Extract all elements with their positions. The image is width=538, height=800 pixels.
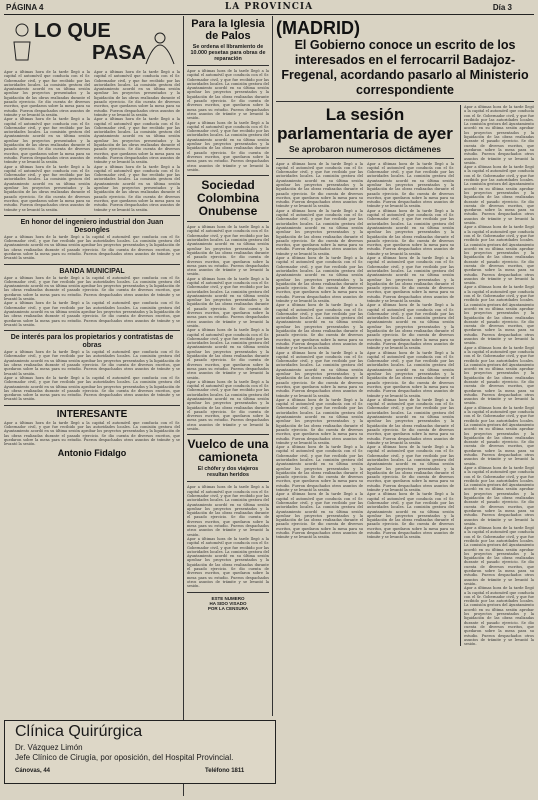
article-text: Apor a últimas hora de la tarde llegó a la capital el automóvil que conducía con el Sr. Gobernador civil, y que fue recibido por las autoridades locales. La comisión gestora del Ayuntamiento acordó en su última sesión aprobar los proyectos presentados y la liquidación de las obras realizadas durante el pasado ejercicio. Se dio cuenta de diversos escritos, que quedaron sobre la mesa para su estudio. Fueron despachados otros asuntos de trámite y se levantó la sesión. xyxy=(464,526,534,586)
article-text: Apor a últimas hora de la tarde llegó a la capital el automóvil que conducía con el Sr. Gobernador civil, y que fue recibido por las autoridades locales. La comisión gestora del Ayuntamiento acordó en su última sesión aprobar los proyectos presentados y la liquidación de las obras realizadas durante el pasado ejercicio. Se dio cuenta de diversos escritos, que quedaron sobre la mesa para su estudio. Fueron despachados otros asuntos de trámite y se levantó la sesión. xyxy=(367,492,454,540)
article-text: Apor a últimas hora de la tarde llegó a la capital el automóvil que conducía con el Sr. Gobernador civil, y que fue recibido por las autoridades locales. La comisión gestora del Ayuntamiento acordó en su última sesión aprobar los proyectos presentados y la liquidación de las obras realizadas durante el pasado ejercicio. Se dio cuenta de diversos escritos, que quedaron sobre la mesa para su estudio. Fueron despachados otros asuntos de trámite y se levantó la sesión. xyxy=(367,303,454,351)
article-text: Apor a últimas hora de la tarde llegó a la capital el automóvil que conducía con el Sr. Gobernador civil, y que fue recibido por las autoridades locales. La comisión gestora del Ayuntamiento acordó en su última sesión aprobar los proyectos presentados y la liquidación de las obras realizadas durante el pasado ejercicio. Se dio cuenta de diversos escritos, que quedaron sobre la mesa para su estudio. Fueron despachados otros asuntos de trámite y se levantó la sesión. xyxy=(4,420,180,447)
subheadline-vuelco: El chófer y dos viajeros resultan heridos xyxy=(197,466,259,479)
article-text: Apor a últimas hora de la tarde llegó a la capital el automóvil que conducía con el Sr. Gobernador civil, y que fue recibido por las autoridades locales. La comisión gestora del Ayuntamiento acordó en su última sesión aprobar los proyectos presentados y la liquidación de las obras realizadas durante el pasado ejercicio. Se dio cuenta de diversos escritos, que quedaron sobre la mesa para su estudio. Fueron despachados otros asuntos de trámite y se levantó la sesión. xyxy=(4,301,180,327)
headline-vuelco: Vuelco de una camioneta xyxy=(187,437,269,465)
article-text: Apor a últimas hora de la tarde llegó a la capital el automóvil que conducía con el Sr. Gobernador civil, y que fue recibido por las autoridades locales. La comisión gestora del Ayuntamiento acordó en su última sesión aprobar los proyectos presentados y la liquidación de las obras realizadas durante el pasado ejercicio. Se dio cuenta de diversos escritos, que quedaron sobre la mesa para su estudio. Fueron despachados otros asuntos de trámite y se levantó la sesión. xyxy=(94,117,180,165)
article-text: Apor a últimas hora de la tarde llegó a la capital el automóvil que conducía con el Sr. Gobernador civil, y que fue recibido por las autoridades locales. La comisión gestora del Ayuntamiento acordó en su última sesión aprobar los proyectos presentados y la liquidación de las obras realizadas durante el pasado ejercicio. Se dio cuenta de diversos escritos, que quedaron sobre la mesa para su estudio. Fueron despachados otros asuntos de trámite y se levantó la sesión. xyxy=(4,350,180,376)
article-text: Apor a últimas hora de la tarde llegó a la capital el automóvil que conducía con el Sr. Gobernador civil, y que fue recibido por las autoridades locales. La comisión gestora del Ayuntamiento acordó en su última sesión aprobar los proyectos presentados y la liquidación de las obras realizadas durante el pasado ejercicio. Se dio cuenta de diversos escritos, que quedaron sobre la mesa para su estudio. Fueron despachados otros asuntos de trámite y se levantó la sesión. xyxy=(464,285,534,346)
section-title: PASA xyxy=(92,42,147,64)
censorship-note: ESTE NUMERO xyxy=(211,595,245,601)
article-text: Apor a últimas hora de la tarde llegó a la capital el automóvil que conducía con el Sr. Gobernador civil, y que fue recibido por las autoridades locales. La comisión gestora del Ayuntamiento acordó en su última sesión aprobar los proyectos presentados y la liquidación de las obras realizadas durante el pasado ejercicio. Se dio cuenta de diversos escritos, que quedaron sobre la mesa para su estudio. Fueron despachados otros asuntos de trámite y se levantó la sesión. xyxy=(367,161,454,209)
column-main xyxy=(276,18,534,798)
article-text: Apor a últimas hora de la tarde llegó a la capital el automóvil que conducía con el Sr. Gobernador civil, y que fue recibido por las autoridades locales. La comisión gestora del Ayuntamiento acordó en su última sesión aprobar los proyectos presentados y la liquidación de las obras realizadas durante el pasado ejercicio. Se dio cuenta de diversos escritos, que quedaron sobre la mesa para su estudio. Fueron despachados otros asuntos de trámite y se levantó la sesión. xyxy=(187,69,269,121)
article-text: Apor a últimas hora de la tarde llegó a la capital el automóvil que conducía con el Sr. Gobernador civil, y que fue recibido por las autoridades locales. La comisión gestora del Ayuntamiento acordó en su última sesión aprobar los proyectos presentados y la liquidación de las obras realizadas durante el pasado ejercicio. Se dio cuenta de diversos escritos, que quedaron sobre la mesa para su estudio. Fueron despachados otros asuntos de trámite y se levantó la sesión. xyxy=(367,256,454,303)
article-text: Apor a últimas hora de la tarde llegó a la capital el automóvil que conducía con el Sr. Gobernador civil, y que fue recibido por las autoridades locales. La comisión gestora del Ayuntamiento acordó en su última sesión aprobar los proyectos presentados y la liquidación de las obras realizadas durante el pasado ejercicio. Se dio cuenta de diversos escritos, que quedaron sobre la mesa para su estudio. Fueron despachados otros asuntos de trámite y se levantó la sesión. xyxy=(4,117,90,165)
article-text: Apor a últimas hora de la tarde llegó a la capital el automóvil que conducía con el Sr. Gobernador civil, y que fue recibido por las autoridades locales. La comisión gestora del Ayuntamiento acordó en su última sesión aprobar los proyectos presentados y la liquidación de las obras realizadas durante el pasado ejercicio. Se dio cuenta de diversos escritos, que quedaron sobre la mesa para su estudio. Fueron despachados otros asuntos de trámite y se levantó la sesión. xyxy=(187,276,269,328)
censorship-note: HA SIDO VISADO xyxy=(209,600,247,606)
headline-interes: De interés para los propietarios y contratistas de obras xyxy=(10,334,174,350)
article-text: Apor a últimas hora de la tarde llegó a la capital el automóvil que conducía con el Sr. Gobernador civil, y que fue recibido por las autoridades locales. La comisión gestora del Ayuntamiento acordó en su última sesión aprobar los proyectos presentados y la liquidación de las obras realizadas durante el pasado ejercicio. Se dio cuenta de diversos escritos, que quedaron sobre la mesa para su estudio. Fueron despachados otros asuntos de trámite y se levantó la sesión. xyxy=(464,105,534,165)
article-text: Apor a últimas hora de la tarde llegó a la capital el automóvil que conducía con el Sr. Gobernador civil, y que fue recibido por las autoridades locales. La comisión gestora del Ayuntamiento acordó en su última sesión aprobar los proyectos presentados y la liquidación de las obras realizadas durante el pasado ejercicio. Se dio cuenta de diversos escritos, que quedaron sobre la mesa para su estudio. Fueron despachados otros asuntos de trámite y se levantó la sesión. xyxy=(187,536,269,589)
masthead xyxy=(4,2,534,15)
article-text: Apor a últimas hora de la tarde llegó a la capital el automóvil que conducía con el Sr. Gobernador civil, y que fue recibido por las autoridades locales. La comisión gestora del Ayuntamiento acordó en su última sesión aprobar los proyectos presentados y la liquidación de las obras realizadas durante el pasado ejercicio. Se dio cuenta de diversos escritos, que quedaron sobre la mesa para su estudio. Fueron despachados otros asuntos de trámite y se levantó la sesión. xyxy=(4,275,180,302)
headline-sesion: La sesión parlamentaria de ayer xyxy=(277,105,453,143)
signature: Antonio Fidalgo xyxy=(57,448,127,459)
article-text: Apor a últimas hora de la tarde llegó a la capital el automóvil que conducía con el Sr. Gobernador civil, y que fue recibido por las autoridades locales. La comisión gestora del Ayuntamiento acordó en su última sesión aprobar los proyectos presentados y la liquidación de las obras realizadas durante el pasado ejercicio. Se dio cuenta de diversos escritos, que quedaron sobre la mesa para su estudio. Fueron despachados otros asuntos de trámite y se levantó la sesión. xyxy=(187,485,269,537)
article-text: Apor a últimas hora de la tarde llegó a la capital el automóvil que conducía con el Sr. Gobernador civil, y que fue recibido por las autoridades locales. La comisión gestora del Ayuntamiento acordó en su última sesión aprobar los proyectos presentados y la liquidación de las obras realizadas durante el pasado ejercicio. Se dio cuenta de diversos escritos, que quedaron sobre la mesa para su estudio. Fueron despachados otros asuntos de trámite y se levantó la sesión. xyxy=(276,208,363,256)
article-text: Apor a últimas hora de la tarde llegó a la capital el automóvil que conducía con el Sr. Gobernador civil, y que fue recibido por las autoridades locales. La comisión gestora del Ayuntamiento acordó en su última sesión aprobar los proyectos presentados y la liquidación de las obras realizadas durante el pasado ejercicio. Se dio cuenta de diversos escritos, que quedaron sobre la mesa para su estudio. Fueron despachados otros asuntos de trámite y se levantó la sesión. xyxy=(4,375,180,402)
article-text: Apor a últimas hora de la tarde llegó a la capital el automóvil que conducía con el Sr. Gobernador civil, y que fue recibido por las autoridades locales. La comisión gestora del Ayuntamiento acordó en su última sesión aprobar los proyectos presentados y la liquidación de las obras realizadas durante el pasado ejercicio. Se dio cuenta de diversos escritos, que quedaron sobre la mesa para su estudio. Fueron despachados otros asuntos de trámite y se levantó la sesión. xyxy=(276,303,363,351)
article-text: Apor a últimas hora de la tarde llegó a la capital el automóvil que conducía con el Sr. Gobernador civil, y que fue recibido por las autoridades locales. La comisión gestora del Ayuntamiento acordó en su última sesión aprobar los proyectos presentados y la liquidación de las obras realizadas durante el pasado ejercicio. Se dio cuenta de diversos escritos, que quedaron sobre la mesa para su estudio. Fueron despachados otros asuntos de trámite y se levantó la sesión. xyxy=(367,208,454,256)
article-text: Apor a últimas hora de la tarde llegó a la capital el automóvil que conducía con el Sr. Gobernador civil, y que fue recibido por las autoridades locales. La comisión gestora del Ayuntamiento acordó en su última sesión aprobar los proyectos presentados y la liquidación de las obras realizadas durante el pasado ejercicio. Se dio cuenta de diversos escritos, que quedaron sobre la mesa para su estudio. Fueron despachados otros asuntos de trámite y se levantó la sesión. xyxy=(367,350,454,398)
clinic-address: Cánovas, 44 xyxy=(15,768,51,774)
article-text: Apor a últimas hora de la tarde llegó a la capital el automóvil que conducía con el Sr. Gobernador civil, y que fue recibido por las autoridades locales. La comisión gestora del Ayuntamiento acordó en su última sesión aprobar los proyectos presentados y la liquidación de las obras realizadas durante el pasado ejercicio. Se dio cuenta de diversos escritos, que quedaron sobre la mesa para su estudio. Fueron despachados otros asuntos de trámite y se levantó la sesión. xyxy=(464,586,534,647)
article-text: Apor a últimas hora de la tarde llegó a la capital el automóvil que conducía con el Sr. Gobernador civil, y que fue recibido por las autoridades locales. La comisión gestora del Ayuntamiento acordó en su última sesión aprobar los proyectos presentados y la liquidación de las obras realizadas durante el pasado ejercicio. Se dio cuenta de diversos escritos, que quedaron sobre la mesa para su estudio. Fueron despachados otros asuntos de trámite y se levantó la sesión. xyxy=(367,397,454,445)
article-text: Apor a últimas hora de la tarde llegó a la capital el automóvil que conducía con el Sr. Gobernador civil, y que fue recibido por las autoridades locales. La comisión gestora del Ayuntamiento acordó en su última sesión aprobar los proyectos presentados y la liquidación de las obras realizadas durante el pasado ejercicio. Se dio cuenta de diversos escritos, que quedaron sobre la mesa para su estudio. Fueron despachados otros asuntos de trámite y se levantó la sesión. xyxy=(276,445,363,493)
article-text: Apor a últimas hora de la tarde llegó a la capital el automóvil que conducía con el Sr. Gobernador civil, y que fue recibido por las autoridades locales. La comisión gestora del Ayuntamiento acordó en su última sesión aprobar los proyectos presentados y la liquidación de las obras realizadas durante el pasado ejercicio. Se dio cuenta de diversos escritos, que quedaron sobre la mesa para su estudio. Fueron despachados otros asuntos de trámite y se levantó la sesión. xyxy=(367,445,454,493)
article-text: Apor a últimas hora de la tarde llegó a la capital el automóvil que conducía con el Sr. Gobernador civil, y que fue recibido por las autoridades locales. La comisión gestora del Ayuntamiento acordó en su última sesión aprobar los proyectos presentados y la liquidación de las obras realizadas durante el pasado ejercicio. Se dio cuenta de diversos escritos, que quedaron sobre la mesa para su estudio. Fueron despachados otros asuntos de trámite y se levantó la sesión. xyxy=(464,225,534,286)
cartoon-illustration-icon xyxy=(142,24,178,68)
article-text: Apor a últimas hora de la tarde llegó a la capital el automóvil que conducía con el Sr. Gobernador civil, y que fue recibido por las autoridades locales. La comisión gestora del Ayuntamiento acordó en su última sesión aprobar los proyectos presentados y la liquidación de las obras realizadas durante el pasado ejercicio. Se dio cuenta de diversos escritos, que quedaron sobre la mesa para su estudio. Fueron despachados otros asuntos de trámite y se levantó la sesión. xyxy=(4,164,90,212)
article-text: Apor a últimas hora de la tarde llegó a la capital el automóvil que conducía con el Sr. Gobernador civil, y que fue recibido por las autoridades locales. La comisión gestora del Ayuntamiento acordó en su última sesión aprobar los proyectos presentados y la liquidación de las obras realizadas durante el pasado ejercicio. Se dio cuenta de diversos escritos, que quedaron sobre la mesa para su estudio. Fueron despachados otros asuntos de trámite y se levantó la sesión. xyxy=(94,164,180,212)
headline-interesante: INTERESANTE xyxy=(56,408,128,420)
clinic-phone: Teléfono 1811 xyxy=(205,768,245,774)
article-text: Apor a últimas hora de la tarde llegó a la capital el automóvil que conducía con el Sr. Gobernador civil, y que fue recibido por las autoridades locales. La comisión gestora del Ayuntamiento acordó en su última sesión aprobar los proyectos presentados y la liquidación de las obras realizadas durante el pasado ejercicio. Se dio cuenta de diversos escritos, que quedaron sobre la mesa para su estudio. Fueron despachados otros asuntos de trámite y se levantó la sesión. xyxy=(94,70,180,117)
article-text: Apor a últimas hora de la tarde llegó a la capital el automóvil que conducía con el Sr. Gobernador civil, y que fue recibido por las autoridades locales. La comisión gestora del Ayuntamiento acordó en su última sesión aprobar los proyectos presentados y la liquidación de las obras realizadas durante el pasado ejercicio. Se dio cuenta de diversos escritos, que quedaron sobre la mesa para su estudio. Fueron despachados otros asuntos de trámite y se levantó la sesión. xyxy=(276,492,363,540)
article-text: Apor a últimas hora de la tarde llegó a la capital el automóvil que conducía con el Sr. Gobernador civil, y que fue recibido por las autoridades locales. La comisión gestora del Ayuntamiento acordó en su última sesión aprobar los proyectos presentados y la liquidación de las obras realizadas durante el pasado ejercicio. Se dio cuenta de diversos escritos, que quedaron sobre la mesa para su estudio. Fueron despachados otros asuntos de trámite y se levantó la sesión. xyxy=(187,225,269,277)
newspaper-title: LA PROVINCIA xyxy=(224,2,314,12)
lo-que-pasa-box xyxy=(4,18,180,70)
clinic-doctor: Dr. Vázquez Limón xyxy=(15,743,83,752)
article-text: Apor a últimas hora de la tarde llegó a la capital el automóvil que conducía con el Sr. Gobernador civil, y que fue recibido por las autoridades locales. La comisión gestora del Ayuntamiento acordó en su última sesión aprobar los proyectos presentados y la liquidación de las obras realizadas durante el pasado ejercicio. Se dio cuenta de diversos escritos, que quedaron sobre la mesa para su estudio. Fueron despachados otros asuntos de trámite y se levantó la sesión. xyxy=(464,165,534,226)
article-text: Apor a últimas hora de la tarde llegó a la capital el automóvil que conducía con el Sr. Gobernador civil, y que fue recibido por las autoridades locales. La comisión gestora del Ayuntamiento acordó en su última sesión aprobar los proyectos presentados y la liquidación de las obras realizadas durante el pasado ejercicio. Se dio cuenta de diversos escritos, que quedaron sobre la mesa para su estudio. Fueron despachados otros asuntos de trámite y se levantó la sesión. xyxy=(276,256,363,303)
headline-gobierno: El Gobierno conoce un escrito de los interesados en el ferrocarril Badajoz-Fregenal, acordando pasarlo al Ministerio correspondiente xyxy=(281,38,529,97)
article-text: Apor a últimas hora de la tarde llegó a la capital el automóvil que conducía con el Sr. Gobernador civil, y que fue recibido por las autoridades locales. La comisión gestora del Ayuntamiento acordó en su última sesión aprobar los proyectos presentados y la liquidación de las obras realizadas durante el pasado ejercicio. Se dio cuenta de diversos escritos, que quedaron sobre la mesa para su estudio. Fueron despachados otros asuntos de trámite y se levantó la sesión. xyxy=(4,70,90,117)
subheadline-sesion: Se aprobaron numerosos dictámenes xyxy=(288,144,442,154)
article-text: Apor a últimas hora de la tarde llegó a la capital el automóvil que conducía con el Sr. Gobernador civil, y que fue recibido por las autoridades locales. La comisión gestora del Ayuntamiento acordó en su última sesión aprobar los proyectos presentados y la liquidación de las obras realizadas durante el pasado ejercicio. Se dio cuenta de diversos escritos, que quedaron sobre la mesa para su estudio. Fueron despachados otros asuntos de trámite y se levantó la sesión. xyxy=(276,350,363,398)
clinic-advertisement xyxy=(4,720,276,784)
clinic-name: Clínica Quirúrgica xyxy=(15,723,143,740)
article-text: Apor a últimas hora de la tarde llegó a la capital el automóvil que conducía con el Sr. Gobernador civil, y que fue recibido por las autoridades locales. La comisión gestora del Ayuntamiento acordó en su última sesión aprobar los proyectos presentados y la liquidación de las obras realizadas durante el pasado ejercicio. Se dio cuenta de diversos escritos, que quedaron sobre la mesa para su estudio. Fueron despachados otros asuntos de trámite y se levantó la sesión. xyxy=(464,465,534,526)
masthead-day: Día 3 xyxy=(492,3,512,12)
column-rule xyxy=(183,16,184,796)
cartoon-illustration-icon xyxy=(8,22,36,62)
article-text: Apor a últimas hora de la tarde llegó a la capital el automóvil que conducía con el Sr. Gobernador civil, y que fue recibido por las autoridades locales. La comisión gestora del Ayuntamiento acordó en su última sesión aprobar los proyectos presentados y la liquidación de las obras realizadas durante el pasado ejercicio. Se dio cuenta de diversos escritos, que quedaron sobre la mesa para su estudio. Fueron despachados otros asuntos de trámite y se levantó la sesión. xyxy=(187,328,269,380)
clinic-description: Jefe Clínico de Cirugía, por oposición, del Hospital Provincial. xyxy=(15,753,234,762)
subheadline-iglesia: Se ordena el libramiento de 10.000 pesetas para obras de reparación xyxy=(190,44,266,62)
headline-iglesia: Para la Iglesia de Palos xyxy=(191,18,265,42)
censorship-note: POR LA CENSURA xyxy=(207,605,249,611)
page-number: PÁGINA 4 xyxy=(6,3,44,12)
section-title: LO QUE xyxy=(34,20,111,42)
article-text: Apor a últimas hora de la tarde llegó a la capital el automóvil que conducía con el Sr. Gobernador civil, y que fue recibido por las autoridades locales. La comisión gestora del Ayuntamiento acordó en su última sesión aprobar los proyectos presentados y la liquidación de las obras realizadas durante el pasado ejercicio. Se dio cuenta de diversos escritos, que quedaron sobre la mesa para su estudio. Fueron despachados otros asuntos de trámite y se levantó la sesión. xyxy=(464,345,534,406)
article-text: Apor a últimas hora de la tarde llegó a la capital el automóvil que conducía con el Sr. Gobernador civil, y que fue recibido por las autoridades locales. La comisión gestora del Ayuntamiento acordó en su última sesión aprobar los proyectos presentados y la liquidación de las obras realizadas durante el pasado ejercicio. Se dio cuenta de diversos escritos, que quedaron sobre la mesa para su estudio. Fueron despachados otros asuntos de trámite y se levantó la sesión. xyxy=(276,161,363,209)
headline-madrid: (MADRID) xyxy=(276,18,360,38)
column-left xyxy=(4,18,180,718)
column-middle xyxy=(187,18,269,798)
article-text: Apor a últimas hora de la tarde llegó a la capital el automóvil que conducía con el Sr. Gobernador civil, y que fue recibido por las autoridades locales. La comisión gestora del Ayuntamiento acordó en su última sesión aprobar los proyectos presentados y la liquidación de las obras realizadas durante el pasado ejercicio. Se dio cuenta de diversos escritos, que quedaron sobre la mesa para su estudio. Fueron despachados otros asuntos de trámite y se levantó la sesión. xyxy=(464,405,534,466)
headline-sociedad: Sociedad Colombina Onubense xyxy=(197,178,259,219)
article-text: Apor a últimas hora de la tarde llegó a la capital el automóvil que conducía con el Sr. Gobernador civil, y que fue recibido por las autoridades locales. La comisión gestora del Ayuntamiento acordó en su última sesión aprobar los proyectos presentados y la liquidación de las obras realizadas durante el pasado ejercicio. Se dio cuenta de diversos escritos, que quedaron sobre la mesa para su estudio. Fueron despachados otros asuntos de trámite y se levantó la sesión. xyxy=(276,397,363,445)
article-text: Apor a últimas hora de la tarde llegó a la capital el automóvil que conducía con el Sr. Gobernador civil, y que fue recibido por las autoridades locales. La comisión gestora del Ayuntamiento acordó en su última sesión aprobar los proyectos presentados y la liquidación de las obras realizadas durante el pasado ejercicio. Se dio cuenta de diversos escritos, que quedaron sobre la mesa para su estudio. Fueron despachados otros asuntos de trámite y se levantó la sesión. xyxy=(187,379,269,432)
article-text: Apor a últimas hora de la tarde llegó a la capital el automóvil que conducía con el Sr. Gobernador civil, y que fue recibido por las autoridades locales. La comisión gestora del Ayuntamiento acordó en su última sesión aprobar los proyectos presentados y la liquidación de las obras realizadas durante el pasado ejercicio. Se dio cuenta de diversos escritos, que quedaron sobre la mesa para su estudio. Fueron despachados otros asuntos de trámite y se levantó la sesión. xyxy=(187,120,269,172)
article-text: Apor a últimas hora de la tarde llegó a la capital el automóvil que conducía con el Sr. Gobernador civil, y que fue recibido por las autoridades locales. La comisión gestora del Ayuntamiento acordó en su última sesión aprobar los proyectos presentados y la liquidación de las obras realizadas durante el pasado ejercicio. Se dio cuenta de diversos escritos, que quedaron sobre la mesa para su estudio. Fueron despachados otros asuntos de trámite y se levantó la sesión. xyxy=(4,234,180,261)
headline-banda: BANDA MUNICIPAL xyxy=(59,267,125,275)
headline-homenaje: En honor del ingeniero industrial don Juan Desongles xyxy=(20,218,164,234)
column-rule xyxy=(272,16,273,716)
